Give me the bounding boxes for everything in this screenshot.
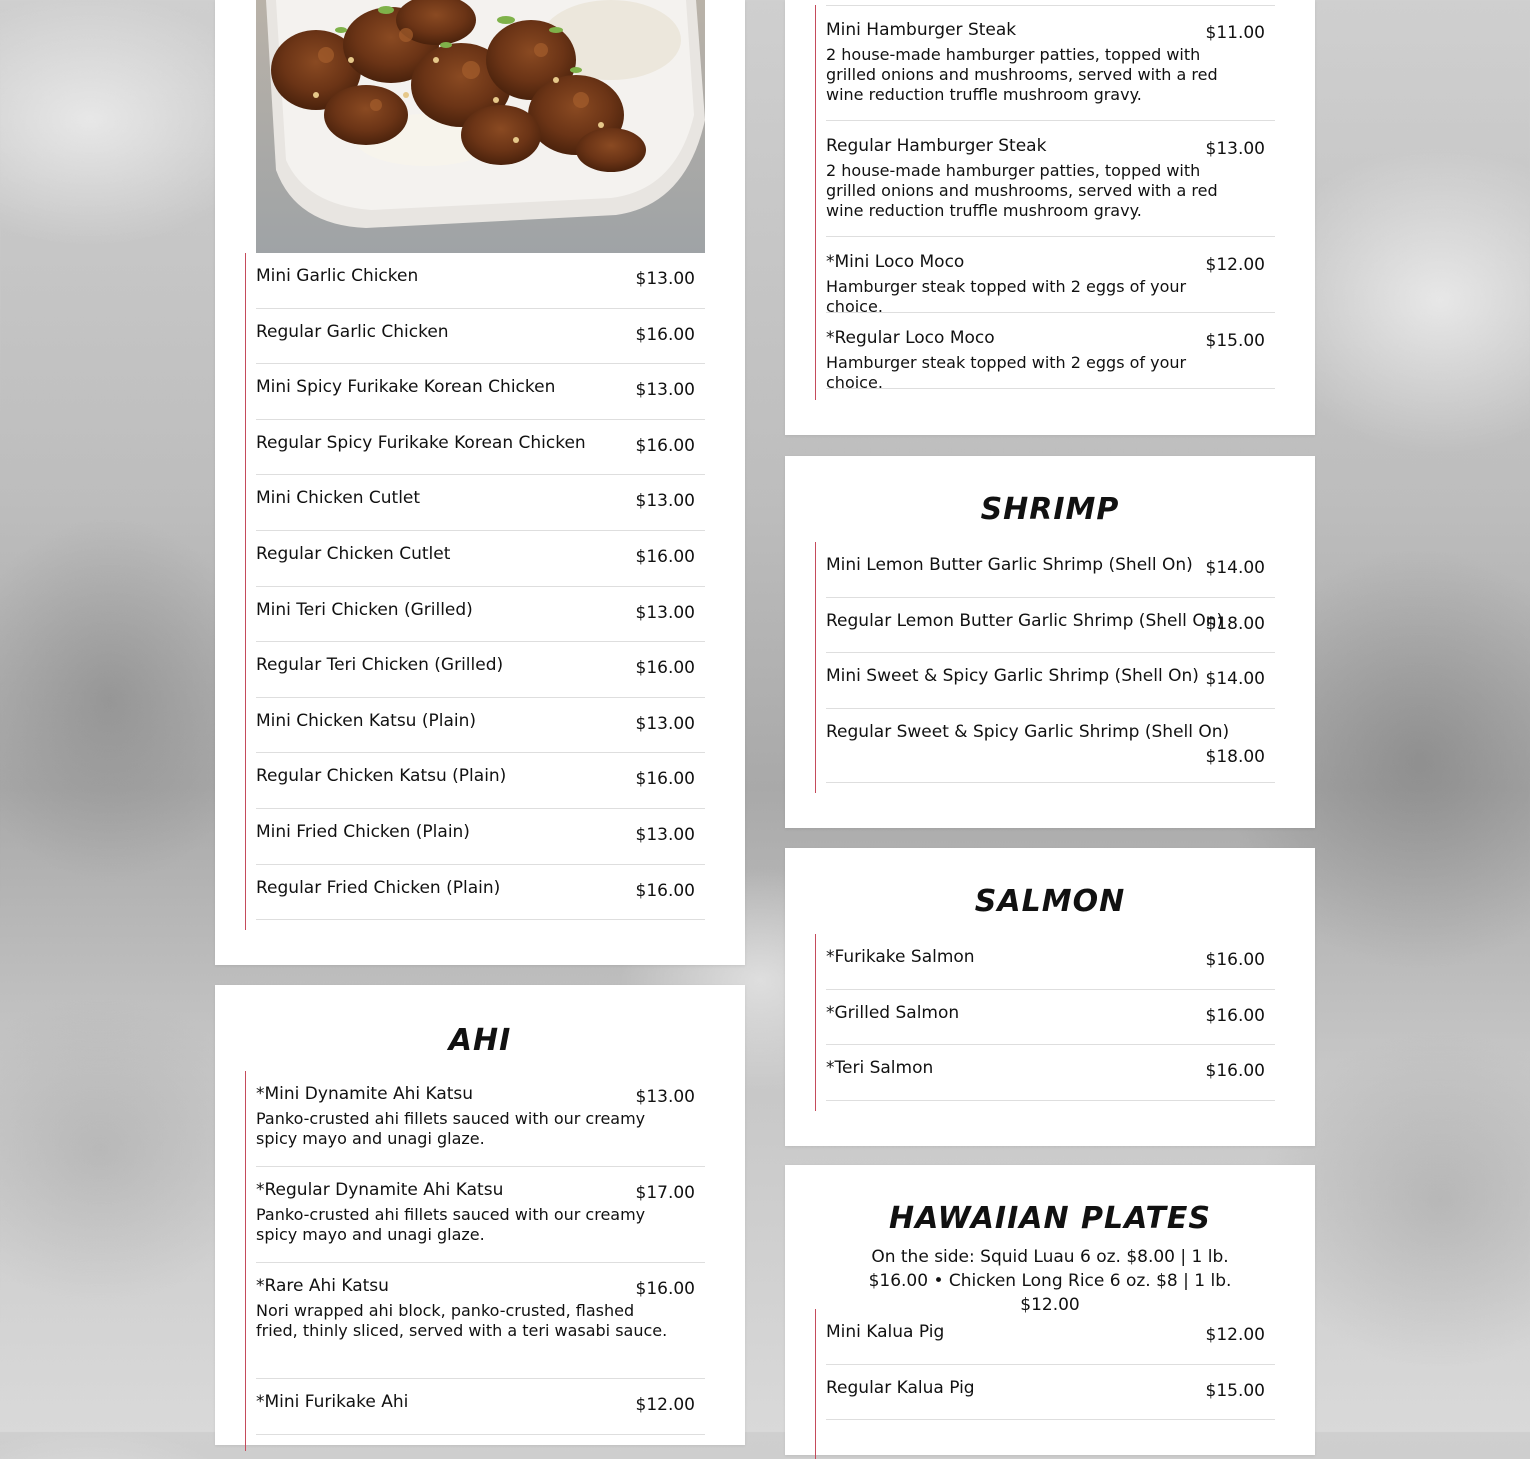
menu-item-description: 2 house-made hamburger patties, topped with grilled onions and mushrooms, served with a red wine reduction truffle mushroom gravy. — [826, 45, 1218, 104]
menu-item-description: Hamburger steak topped with 2 eggs of your choice. — [826, 277, 1187, 316]
accent-line — [815, 542, 816, 793]
menu-item-name: Mini Hamburger Steak — [826, 20, 1017, 40]
menu-item — [826, 542, 1275, 598]
menu-item-name: Regular Hamburger Steak — [826, 136, 1047, 156]
shrimp-title: SHRIMP — [980, 492, 1120, 527]
hawaiian-plates-card — [785, 1165, 1315, 1455]
menu-item — [256, 364, 705, 420]
menu-item — [826, 1365, 1275, 1421]
menu-item-price: $16.00 — [635, 324, 695, 345]
menu-item-name: *Grilled Salmon — [826, 1002, 960, 1023]
menu-item-price: $13.00 — [635, 491, 695, 512]
menu-item-price: $13.00 — [635, 1087, 695, 1107]
menu-item — [826, 5, 1275, 121]
hamburger-card — [785, 0, 1315, 435]
menu-item-price: $13.00 — [1205, 139, 1265, 159]
menu-item-price: $16.00 — [635, 880, 695, 901]
salmon-title: SALMON — [974, 884, 1126, 919]
menu-item — [256, 1263, 705, 1379]
accent-line — [815, 1309, 816, 1459]
menu-item-name: *Mini Dynamite Ahi Katsu — [256, 1084, 474, 1104]
menu-item — [256, 253, 705, 309]
menu-item-price: $16.00 — [635, 546, 695, 567]
menu-item — [826, 121, 1275, 237]
menu-item-price: $16.00 — [1205, 1061, 1265, 1081]
menu-item-name: Mini Chicken Katsu (Plain) — [256, 710, 477, 731]
menu-item — [826, 313, 1275, 392]
menu-item-name: Mini Fried Chicken (Plain) — [256, 821, 470, 842]
menu-item-name: Mini Sweet & Spicy Garlic Shrimp (Shell On) — [826, 666, 1199, 686]
menu-item-name: Mini Garlic Chicken — [256, 266, 419, 286]
hamburger-item-list — [815, 5, 1275, 400]
menu-item-price: $17.00 — [635, 1183, 695, 1203]
menu-item-name: *Furikake Salmon — [826, 947, 975, 967]
menu-item-price: $13.00 — [635, 713, 695, 734]
menu-item-price: $13.00 — [635, 602, 695, 623]
menu-item-name: Regular Sweet & Spicy Garlic Shrimp (Shell On) — [826, 721, 1230, 742]
shrimp-item-list — [815, 542, 1275, 793]
menu-item — [256, 475, 705, 531]
menu-item — [826, 1045, 1275, 1101]
menu-item — [826, 653, 1275, 709]
menu-item-name: Mini Kalua Pig — [826, 1322, 945, 1342]
menu-item-price: $12.00 — [1205, 255, 1265, 275]
menu-item-name: Regular Chicken Katsu (Plain) — [256, 766, 507, 787]
accent-line — [245, 253, 246, 930]
accent-line — [815, 5, 816, 400]
menu-item-price: $16.00 — [635, 1279, 695, 1299]
menu-item-price: $15.00 — [1205, 331, 1265, 351]
hawaiian-plates-title: HAWAIIAN PLATES — [888, 1201, 1212, 1236]
menu-item-price: $12.00 — [635, 1395, 695, 1415]
menu-item-name: Mini Teri Chicken (Grilled) — [256, 599, 473, 620]
menu-item — [826, 1309, 1275, 1365]
menu-item-name: Regular Chicken Cutlet — [256, 543, 451, 564]
menu-item-description: Panko-crusted ahi fillets sauced with our creamy spicy mayo and unagi glaze. — [256, 1205, 646, 1244]
menu-item-price: $18.00 — [1205, 746, 1265, 767]
menu-item — [826, 237, 1275, 316]
menu-item-price: $16.00 — [1205, 1005, 1265, 1026]
menu-item — [256, 753, 705, 809]
menu-item-name: *Teri Salmon — [826, 1058, 934, 1078]
menu-item-name: Regular Garlic Chicken — [256, 321, 449, 342]
menu-item — [256, 309, 705, 365]
menu-item-price: $13.00 — [635, 824, 695, 845]
ahi-card — [215, 985, 745, 1445]
menu-item-price: $11.00 — [1205, 23, 1265, 43]
garlic-chicken-photo-art — [256, 0, 705, 253]
menu-item — [826, 709, 1275, 783]
menu-item — [826, 990, 1275, 1046]
menu-item-price: $16.00 — [1205, 950, 1265, 970]
menu-item-price: $16.00 — [635, 435, 695, 456]
menu-item — [256, 698, 705, 754]
menu-item-price: $16.00 — [635, 658, 695, 679]
menu-item-description: 2 house-made hamburger patties, topped with grilled onions and mushrooms, served with a red wine reduction truffle mushroom gravy. — [826, 161, 1218, 220]
salmon-item-list — [815, 934, 1275, 1111]
hawaiian-plates-sides-note: On the side: Squid Luau 6 oz. $8.00 | 1 lb. $16.00 • Chicken Long Rice 6 oz. $8 | 1 lb. $12.00 — [868, 1247, 1232, 1315]
menu-item-name: *Mini Loco Moco — [826, 252, 965, 272]
menu-item-name: *Rare Ahi Katsu — [256, 1276, 389, 1296]
menu-item-name: *Regular Dynamite Ahi Katsu — [256, 1180, 504, 1200]
accent-line — [245, 1071, 246, 1451]
garlic-chicken-photo — [256, 0, 705, 253]
menu-item — [256, 1379, 705, 1435]
menu-item — [826, 598, 1275, 654]
ahi-item-list — [245, 1071, 705, 1451]
menu-item-name: *Mini Furikake Ahi — [256, 1392, 409, 1412]
menu-item — [256, 587, 705, 643]
menu-item-name: Mini Spicy Furikake Korean Chicken — [256, 377, 556, 398]
menu-item — [826, 934, 1275, 990]
menu-item-name: Mini Lemon Butter Garlic Shrimp (Shell On) — [826, 555, 1193, 575]
ahi-title: AHI — [448, 1023, 512, 1058]
menu-item — [256, 642, 705, 698]
menu-item-name: Regular Spicy Furikake Korean Chicken — [256, 432, 586, 453]
salmon-card — [785, 848, 1315, 1146]
menu-item-name: Regular Kalua Pig — [826, 1377, 975, 1398]
menu-item-name: Mini Chicken Cutlet — [256, 488, 421, 509]
menu-item — [256, 809, 705, 865]
menu-item — [256, 1071, 705, 1167]
menu-item-price: $12.00 — [1205, 1325, 1265, 1345]
menu-item-price: $13.00 — [635, 269, 695, 289]
menu-item — [256, 865, 705, 921]
menu-item-price: $16.00 — [635, 769, 695, 790]
menu-item-description: Panko-crusted ahi fillets sauced with our creamy spicy mayo and unagi glaze. — [256, 1109, 646, 1148]
menu-item-name: Regular Fried Chicken (Plain) — [256, 877, 501, 898]
hawaiian-plates-item-list — [815, 1309, 1275, 1459]
menu-item-price: $14.00 — [1205, 558, 1265, 578]
chicken-card — [215, 0, 745, 965]
menu-item-name: Regular Teri Chicken (Grilled) — [256, 655, 504, 676]
menu-item-name: *Regular Loco Moco — [826, 328, 995, 348]
menu-item-price: $18.00 — [1205, 613, 1265, 634]
shrimp-card — [785, 456, 1315, 828]
menu-item — [256, 1167, 705, 1263]
menu-item — [256, 420, 705, 476]
menu-item — [256, 531, 705, 587]
accent-line — [815, 934, 816, 1111]
menu-item-description: Hamburger steak topped with 2 eggs of your choice. — [826, 353, 1187, 392]
menu-item-description: Nori wrapped ahi block, panko-crusted, flashed fried, thinly sliced, served with a teri wasabi sauce. — [256, 1301, 668, 1340]
menu-item-price: $14.00 — [1205, 669, 1265, 689]
menu-item-price: $15.00 — [1205, 1380, 1265, 1401]
chicken-item-list — [245, 253, 705, 930]
menu-item-price: $13.00 — [635, 380, 695, 401]
menu-item-name: Regular Lemon Butter Garlic Shrimp (Shell On) — [826, 610, 1224, 631]
